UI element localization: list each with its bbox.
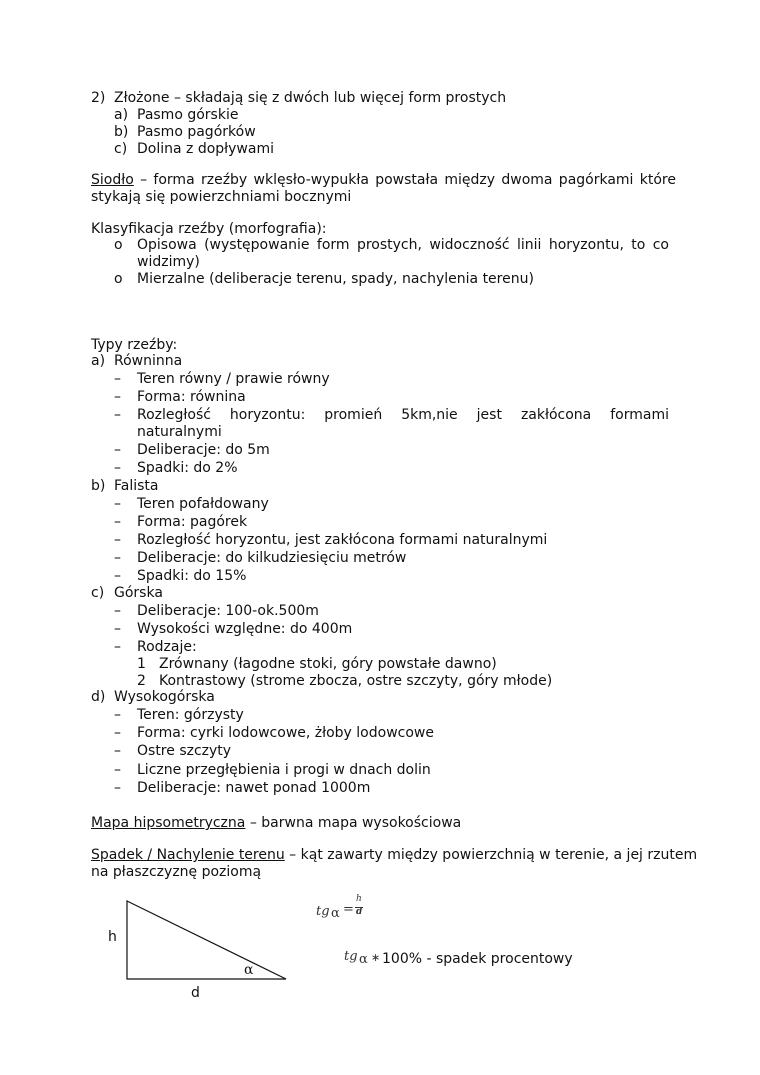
- list-item: Spadki: do 2%: [137, 460, 238, 476]
- siodlo-definition-text: – forma rzeźby wklęsło-wypukła powstała między dwoma pagórkami które: [140, 172, 676, 188]
- list-marker: b): [91, 478, 106, 494]
- slope-text: – kąt zawarty między powierzchnią w terenie, a jej rzutem: [284, 847, 698, 863]
- list-item: Liczne przegłębienia i progi w dnach dolin: [137, 762, 431, 778]
- angle-label: α: [244, 962, 254, 978]
- list-marker: c): [114, 141, 128, 157]
- list-item: Opisowa (występowanie form prostych, widoczność linii horyzontu, to co: [137, 237, 669, 253]
- list-marker: c): [91, 585, 105, 601]
- dash-marker: –: [114, 780, 121, 796]
- tg-symbol: tg: [316, 904, 330, 919]
- percent-slope-formula: [344, 949, 604, 969]
- height-label: h: [108, 929, 117, 945]
- list-item: Rozległość horyzontu: promień 5km,nie jest zakłócona formami: [137, 407, 669, 423]
- list-item: Deliberacje: do 5m: [137, 442, 270, 458]
- bullet-marker: o: [114, 271, 123, 287]
- list-item: Forma: pagórek: [137, 514, 248, 530]
- list-marker: a): [114, 107, 129, 123]
- equals-symbol: =: [343, 902, 354, 917]
- dash-marker: –: [114, 460, 121, 476]
- list-marker: d): [91, 689, 106, 705]
- dash-marker: –: [114, 725, 121, 741]
- dash-marker: –: [114, 532, 121, 548]
- relief-type-name: Równinna: [114, 353, 183, 369]
- list-item: Deliberacje: do kilkudziesięciu metrów: [137, 550, 407, 566]
- alpha-symbol: α: [359, 952, 368, 967]
- list-item: Dolina z dopływami: [137, 141, 274, 157]
- dash-marker: –: [114, 568, 121, 584]
- list-item: Forma: równina: [137, 389, 246, 405]
- list-marker: a): [91, 353, 106, 369]
- bullet-marker: o: [114, 237, 123, 253]
- relief-type-name: Falista: [114, 478, 159, 494]
- classification-title: Klasyfikacja rzeźby (morfografia):: [91, 221, 327, 237]
- slope-definition-line: na płaszczyznę poziomą: [91, 864, 262, 880]
- slope-definition: [91, 847, 697, 864]
- numbered-item: Kontrastowy (strome zbocza, ostre szczyty, góry młode): [159, 673, 553, 689]
- dash-marker: –: [114, 389, 121, 405]
- list-marker: 2): [91, 90, 106, 106]
- list-item: Pasmo pagórków: [137, 124, 256, 140]
- list-item: Rozległość horyzontu, jest zakłócona formami naturalnymi: [137, 532, 548, 548]
- relief-type-name: Górska: [114, 585, 163, 601]
- siodlo-term: Siodło: [91, 172, 134, 188]
- list-item-continuation: widzimy): [137, 254, 200, 270]
- list-item: Forma: cyrki lodowcowe, żłoby lodowcowe: [137, 725, 434, 741]
- numbered-marker: 2: [137, 673, 146, 689]
- list-item: Teren pofałdowany: [137, 496, 269, 512]
- dash-marker: –: [114, 762, 121, 778]
- distance-label: d: [191, 985, 200, 1001]
- dash-marker: –: [114, 371, 121, 387]
- dash-marker: –: [114, 442, 121, 458]
- siodlo-definition-line: stykają się powierzchniami bocznymi: [91, 189, 352, 205]
- percent-slope-text: 100% - spadek procentowy: [382, 951, 573, 967]
- slope-triangle: [127, 901, 286, 979]
- dash-marker: –: [114, 550, 121, 566]
- dash-marker: –: [114, 514, 121, 530]
- list-item: Deliberacje: 100-ok.500m: [137, 603, 319, 619]
- alpha-symbol: α: [331, 906, 340, 921]
- dash-marker: –: [114, 743, 121, 759]
- fraction-numerator: h: [356, 894, 362, 904]
- list-item-continuation: naturalnymi: [137, 424, 222, 440]
- list-item: Spadki: do 15%: [137, 568, 247, 584]
- list-item: Deliberacje: nawet ponad 1000m: [137, 780, 371, 796]
- list-item: Mierzalne (deliberacje terenu, spady, nachylenia terenu): [137, 271, 534, 287]
- list-item: Rodzaje:: [137, 639, 197, 655]
- dash-marker: –: [114, 496, 121, 512]
- complex-forms-heading: Złożone – składają się z dwóch lub więcej form prostych: [114, 90, 507, 106]
- siodlo-definition-line: [91, 172, 676, 189]
- fraction-denominator: d: [356, 907, 363, 917]
- list-item: Pasmo górskie: [137, 107, 239, 123]
- dash-marker: –: [114, 639, 121, 655]
- dash-marker: –: [114, 407, 121, 423]
- hypsometric-term: Mapa hipsometryczna: [91, 815, 246, 831]
- dash-marker: –: [114, 621, 121, 637]
- hypsometric-definition: [91, 815, 461, 832]
- list-marker: b): [114, 124, 129, 140]
- multiply-symbol: ∗: [371, 951, 381, 964]
- slope-triangle-diagram: [100, 895, 300, 1010]
- numbered-item: Zrównany (łagodne stoki, góry powstałe dawno): [159, 656, 497, 672]
- types-title: Typy rzeźby:: [91, 337, 178, 353]
- numbered-marker: 1: [137, 656, 146, 672]
- dash-marker: –: [114, 603, 121, 619]
- hypsometric-text: – barwna mapa wysokościowa: [245, 815, 462, 831]
- relief-type-name: Wysokogórska: [114, 689, 215, 705]
- tg-symbol: tg: [344, 949, 358, 964]
- slope-term: Spadek / Nachylenie terenu: [91, 847, 285, 863]
- list-item: Ostre szczyty: [137, 743, 232, 759]
- list-item: Wysokości względne: do 400m: [137, 621, 353, 637]
- list-item: Teren równy / prawie równy: [137, 371, 330, 387]
- dash-marker: –: [114, 707, 121, 723]
- list-item: Teren: górzysty: [137, 707, 244, 723]
